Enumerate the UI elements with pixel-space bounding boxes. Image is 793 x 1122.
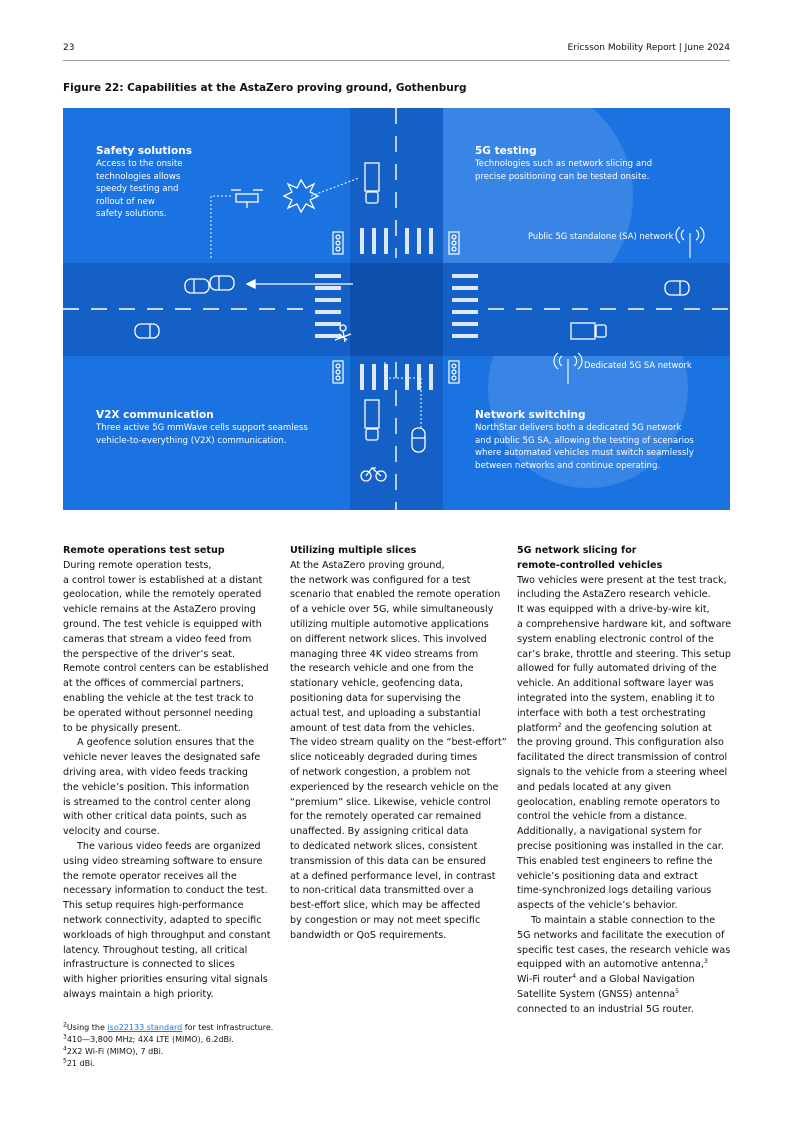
v2x-communication-label: V2X communication Three active 5G mmWave cells support seamless vehicle-to-everything (V2X) communication. [96,409,308,446]
footnote-2: $^2$Using the iso22133 standard for test infrastructure. [63,1021,274,1032]
footnote-ref: 4 [572,972,577,980]
paragraph: A geofence solution ensures that the vehicle never leaves the designated safe driving area, with video feeds tracking the vehicle’s position. This information is streamed to the control center along with other critical data points, such as velocity and course. [63,737,261,838]
page-number: 23 [63,43,75,53]
header-divider [63,60,730,61]
intersection [350,263,443,356]
footnote-ref: 5 [675,987,679,995]
5g-testing-label: 5G testing Technologies such as network slicing and precise positioning can be tested onsite. [475,145,653,182]
footnote-ref: 2 [557,721,562,729]
astazero-figure [63,108,730,510]
traffic-light-icon [333,232,343,254]
network-switching-label: Network switching NorthStar delivers both a dedicated 5G network and public 5G SA, allowing the testing of scenarios where automated vehicles must switch seamlessly between networks and continue operating. [475,409,694,471]
traffic-light-icon [449,361,459,383]
traffic-light-icon [333,361,343,383]
iso22133-standard-link[interactable]: iso22133 standard [107,1023,183,1032]
section-heading: Utilizing multiple slices [290,545,417,556]
footnote-ref: 3 [703,958,708,966]
public-network-label: Public 5G standalone (SA) network [528,231,674,241]
paragraph: Two vehicles were present at the test track, including the AstaZero research vehicle. It was equipped with a drive-by-wire kit, a comprehensive hardware kit, and software system enabling electronic control of the car’s brake, throttle and steering. This setup allowed for fully automated driving of the vehicle. An additional software layer was integrated into the system, enabling it to interface with both a test orchestrating platform$^2$ and the geofencing solution at the proving ground. This configuration also facilitated the direct transmission of control signals to the vehicle from a steering wheel and pedals located at any given geolocation, enabling remote operators to control the vehicle from a distance. Additionally, a navigational system for precise positioning was installed in the car. This enabled test engineers to refine the vehicle’s positioning data and extract time-synchronized logs detailing various aspects of the vehicle’s behavior. [517,574,732,912]
footnote-3: $^3$410—3,800 MHz; 4X4 LTE (MIMO), 6.2dBi. [63,1033,234,1044]
antenna-icon [676,227,704,258]
paragraph: During remote operation tests, a control tower is established at a distant geolocation, while the remotely operated vehicle remains at the AstaZero proving ground. The test vehicle is equipped with cameras that stream a video feed from the perspective of the driver’s seat. Remote control centers can be established at the offices of commercial partners, enabling the vehicle at the test track to be operated without personnel needing to be physically present. [63,559,269,734]
paragraph: The various video feeds are organized using video streaming software to ensure the remote operator receives all the necessary information to conduct the test. This setup requires high-performance network connectivity, adapted to specific workloads of high throughput and constant latency. Throughout testing, all critical infrastructure is connected to slices with higher priorities ensuring vital signals always maintain a high priority. [63,840,271,1000]
paragraph: At the AstaZero proving ground, the network was configured for a test scenario that enabled the remote operation of a vehicle over 5G, while simultaneously utilizing multiple automotive applications on different network slices. This involved managing three 4K video streams from the research vehicle and one from the stationary vehicle, geofencing data, positioning data for supervising the actual test, and uploading a substantial amount of test data from the vehicles. The video stream quality on the “best-effort” slice noticeably degraded during times of network congestion, a problem not experienced by the research vehicle on the “premium” slice. Likewise, vehicle control for the remotely operated car remained unaffected. By assigning critical data to dedicated network slices, consistent transmission of this data can be ensured at a defined performance level, in contrast to non-critical data transmitted over a best-effort slice, which may be affected by congestion or may not meet specific bandwidth or QoS requirements. [290,559,507,941]
paragraph: To maintain a stable connection to the 5G networks and facilitate the execution of specific test cases, the research vehicle was equipped with an automotive antenna,$^3$ Wi-Fi router$^4$ and a Global Navigation Satellite System (GNSS) antenna$^5$ connected to an industrial 5G router. [517,914,731,1015]
figure-title: Figure 22: Capabilities at the AstaZero proving ground, Gothenburg [63,82,467,94]
section-heading: 5G network slicing for remote-controlled vehicles [517,545,663,571]
section-heading: Remote operations test setup [63,545,225,556]
dedicated-network-label: Dedicated 5G SA network [584,360,692,370]
column-multiple-slices [290,544,508,944]
footnote-5: $^5$21 dBi. [63,1057,95,1068]
sensor-icon [284,180,318,212]
column-remote-operations [63,544,281,1003]
column-network-slicing [517,544,737,1018]
safety-solutions-label: Safety solutions Access to the onsite technologies allows speedy testing and rollout of new safety solutions. [96,145,192,219]
footnote-4: $^4$2X2 Wi-Fi (MIMO), 7 dBi. [63,1045,164,1056]
report-title: Ericsson Mobility Report | June 2024 [567,43,730,53]
